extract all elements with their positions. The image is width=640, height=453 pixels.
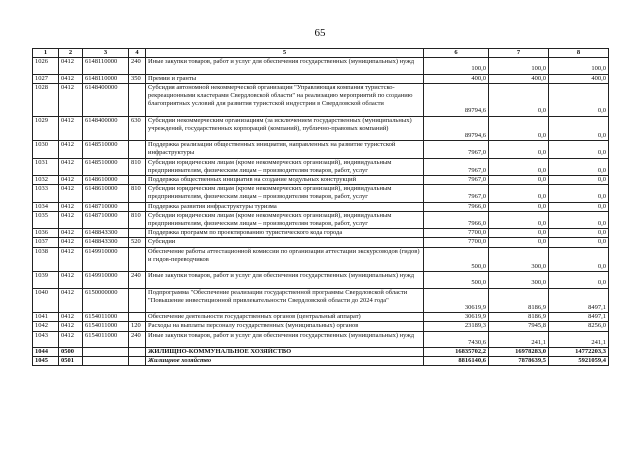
header-col-3: 3 bbox=[83, 49, 129, 58]
value-col-7: 0,0 bbox=[489, 185, 549, 202]
header-col-5: 5 bbox=[146, 49, 424, 58]
value-col-8: 400,0 bbox=[549, 74, 609, 83]
value-col-7: 0,0 bbox=[489, 238, 549, 247]
table-row bbox=[33, 58, 609, 74]
value-col-8: 0,0 bbox=[549, 247, 609, 272]
row-number: 1038 bbox=[33, 247, 59, 272]
target-code: 6154011000 bbox=[83, 331, 129, 347]
expense-type-code bbox=[129, 313, 146, 322]
target-code: 6148110000 bbox=[83, 58, 129, 74]
header-col-6: 6 bbox=[424, 49, 489, 58]
table-row bbox=[33, 176, 609, 185]
expense-type-code: 240 bbox=[129, 331, 146, 347]
row-name: Иные закупки товаров, работ и услуг для обеспечения государственных (муниципальных) нужд bbox=[146, 58, 424, 74]
target-code bbox=[83, 348, 129, 357]
value-col-7: 0,0 bbox=[489, 176, 549, 185]
value-col-6: 30619,9 bbox=[424, 288, 489, 313]
row-number: 1043 bbox=[33, 331, 59, 347]
target-code: 6148610000 bbox=[83, 176, 129, 185]
target-code: 6148710000 bbox=[83, 211, 129, 228]
value-col-8: 8256,0 bbox=[549, 322, 609, 331]
section-code: 0412 bbox=[59, 313, 83, 322]
target-code: 6148400000 bbox=[83, 116, 129, 141]
target-code: 6148510000 bbox=[83, 141, 129, 158]
row-number: 1039 bbox=[33, 272, 59, 288]
value-col-7: 0,0 bbox=[489, 158, 549, 175]
expense-type-code: 630 bbox=[129, 116, 146, 141]
section-code: 0412 bbox=[59, 211, 83, 228]
expense-type-code: 520 bbox=[129, 238, 146, 247]
row-number: 1036 bbox=[33, 229, 59, 238]
section-code: 0412 bbox=[59, 238, 83, 247]
value-col-8: 0,0 bbox=[549, 272, 609, 288]
value-col-8: 0,0 bbox=[549, 176, 609, 185]
section-code: 0412 bbox=[59, 322, 83, 331]
row-name: Обеспечение работы аттестационной комиссии по организации аттестации экскурсоводов (гидов) и гидов-переводчиков bbox=[146, 247, 424, 272]
row-name: Подпрограмма "Обеспечение реализации государственной программы Свердловской области "Повышение инвестиционной привлекательности Свердловской области до 2024 года" bbox=[146, 288, 424, 313]
expense-type-code bbox=[129, 176, 146, 185]
value-col-6: 7967,0 bbox=[424, 158, 489, 175]
header-row bbox=[33, 49, 609, 58]
table-row bbox=[33, 313, 609, 322]
row-name: Иные закупки товаров, работ и услуг для обеспечения государственных (муниципальных) нужд bbox=[146, 272, 424, 288]
section-code: 0412 bbox=[59, 116, 83, 141]
row-name: Жилищное хозяйство bbox=[146, 357, 424, 366]
expense-type-code: 810 bbox=[129, 158, 146, 175]
value-col-8: 0,0 bbox=[549, 141, 609, 158]
header-col-1: 1 bbox=[33, 49, 59, 58]
target-code bbox=[83, 357, 129, 366]
value-col-8: 0,0 bbox=[549, 202, 609, 211]
target-code: 614884З300 bbox=[83, 229, 129, 238]
value-col-7: 0,0 bbox=[489, 202, 549, 211]
row-number: 1030 bbox=[33, 141, 59, 158]
value-col-6: 89794,6 bbox=[424, 83, 489, 116]
expense-type-code bbox=[129, 357, 146, 366]
value-col-7: 7878639,5 bbox=[489, 357, 549, 366]
value-col-7: 0,0 bbox=[489, 116, 549, 141]
row-name: Поддержка развития инфраструктуры туризма bbox=[146, 202, 424, 211]
section-code: 0412 bbox=[59, 288, 83, 313]
value-col-8: 0,0 bbox=[549, 116, 609, 141]
row-number: 1041 bbox=[33, 313, 59, 322]
row-number: 1044 bbox=[33, 348, 59, 357]
value-col-7: 0,0 bbox=[489, 229, 549, 238]
row-number: 1029 bbox=[33, 116, 59, 141]
value-col-8: 241,1 bbox=[549, 331, 609, 347]
expense-type-code bbox=[129, 202, 146, 211]
target-code: 6148400000 bbox=[83, 83, 129, 116]
expense-type-code: 810 bbox=[129, 211, 146, 228]
value-col-6: 23189,3 bbox=[424, 322, 489, 331]
value-col-7: 241,1 bbox=[489, 331, 549, 347]
section-code: 0412 bbox=[59, 83, 83, 116]
table-row bbox=[33, 229, 609, 238]
table-row bbox=[33, 331, 609, 347]
value-col-8: 14772203,3 bbox=[549, 348, 609, 357]
table-row bbox=[33, 185, 609, 202]
value-col-7: 300,0 bbox=[489, 247, 549, 272]
value-col-6: 7700,0 bbox=[424, 229, 489, 238]
table-row bbox=[33, 74, 609, 83]
value-col-7: 16978283,0 bbox=[489, 348, 549, 357]
section-code: 0412 bbox=[59, 176, 83, 185]
row-name: Субсидии юридическим лицам (кроме некоммерческих организаций), индивидуальным предпринимателям, физическим лицам – производителям товаров, работ, услуг bbox=[146, 185, 424, 202]
section-code: 0412 bbox=[59, 58, 83, 74]
value-col-8: 0,0 bbox=[549, 83, 609, 116]
value-col-8: 5921059,4 bbox=[549, 357, 609, 366]
page-number: 65 bbox=[314, 27, 326, 39]
table-row bbox=[33, 116, 609, 141]
header-col-4: 4 bbox=[129, 49, 146, 58]
value-col-7: 0,0 bbox=[489, 141, 549, 158]
expense-type-code bbox=[129, 83, 146, 116]
table-row bbox=[33, 322, 609, 331]
table-row bbox=[33, 247, 609, 272]
row-name: ЖИЛИЩНО-КОММУНАЛЬНОЕ ХОЗЯЙСТВО bbox=[146, 348, 424, 357]
section-code: 0501 bbox=[59, 357, 83, 366]
target-code: 6148510000 bbox=[83, 158, 129, 175]
value-col-6: 100,0 bbox=[424, 58, 489, 74]
budget-table bbox=[32, 48, 609, 366]
value-col-8: 0,0 bbox=[549, 185, 609, 202]
value-col-7: 100,0 bbox=[489, 58, 549, 74]
value-col-8: 0,0 bbox=[549, 229, 609, 238]
value-col-6: 400,0 bbox=[424, 74, 489, 83]
section-code: 0412 bbox=[59, 141, 83, 158]
expense-type-code bbox=[129, 229, 146, 238]
expense-type-code bbox=[129, 141, 146, 158]
value-col-7: 7945,8 bbox=[489, 322, 549, 331]
table-row bbox=[33, 211, 609, 228]
value-col-8: 8497,1 bbox=[549, 313, 609, 322]
value-col-6: 7967,0 bbox=[424, 185, 489, 202]
row-number: 1034 bbox=[33, 202, 59, 211]
target-code: 6149910000 bbox=[83, 247, 129, 272]
value-col-6: 7430,6 bbox=[424, 331, 489, 347]
value-col-6: 7966,0 bbox=[424, 202, 489, 211]
expense-type-code: 120 bbox=[129, 322, 146, 331]
target-code: 6150000000 bbox=[83, 288, 129, 313]
header-col-8: 8 bbox=[549, 49, 609, 58]
section-code: 0500 bbox=[59, 348, 83, 357]
target-code: 614884З300 bbox=[83, 238, 129, 247]
section-code: 0412 bbox=[59, 272, 83, 288]
row-name: Субсидии юридическим лицам (кроме некоммерческих организаций), индивидуальным предпринимателям, физическим лицам – производителям товаров, работ, услуг bbox=[146, 158, 424, 175]
row-number: 1045 bbox=[33, 357, 59, 366]
value-col-7: 8186,9 bbox=[489, 288, 549, 313]
row-name: Субсидия автономной некоммерческой организации "Управляющая компания туристско-рекреационными кластерами Свердловской области" на реализацию мероприятий по созданию благоприятных условий для развития туристской индустрии в Свердловской области bbox=[146, 83, 424, 116]
target-code: 6148710000 bbox=[83, 202, 129, 211]
section-code: 0412 bbox=[59, 158, 83, 175]
table-row bbox=[33, 357, 609, 366]
row-name: Субсидии юридическим лицам (кроме некоммерческих организаций), индивидуальным предпринимателям, физическим лицам – производителям товаров, работ, услуг bbox=[146, 211, 424, 228]
value-col-7: 0,0 bbox=[489, 211, 549, 228]
table-row bbox=[33, 272, 609, 288]
target-code: 6148610000 bbox=[83, 185, 129, 202]
value-col-6: 30619,9 bbox=[424, 313, 489, 322]
table-row bbox=[33, 202, 609, 211]
row-name: Субсидии bbox=[146, 238, 424, 247]
value-col-6: 89794,6 bbox=[424, 116, 489, 141]
expense-type-code bbox=[129, 288, 146, 313]
row-name: Расходы на выплаты персоналу государственных (муниципальных) органов bbox=[146, 322, 424, 331]
header-col-7: 7 bbox=[489, 49, 549, 58]
row-name: Иные закупки товаров, работ и услуг для обеспечения государственных (муниципальных) нужд bbox=[146, 331, 424, 347]
table-body bbox=[33, 58, 609, 366]
value-col-7: 400,0 bbox=[489, 74, 549, 83]
row-number: 1040 bbox=[33, 288, 59, 313]
value-col-6: 7700,0 bbox=[424, 238, 489, 247]
section-code: 0412 bbox=[59, 74, 83, 83]
row-number: 1027 bbox=[33, 74, 59, 83]
row-name: Премии и гранты bbox=[146, 74, 424, 83]
value-col-8: 100,0 bbox=[549, 58, 609, 74]
expense-type-code: 240 bbox=[129, 272, 146, 288]
value-col-6: 7967,0 bbox=[424, 141, 489, 158]
row-name: Поддержка программ по проектированию туристического кода города bbox=[146, 229, 424, 238]
header-col-2: 2 bbox=[59, 49, 83, 58]
row-name: Обеспечение деятельности государственных органов (центральный аппарат) bbox=[146, 313, 424, 322]
row-number: 1031 bbox=[33, 158, 59, 175]
value-col-7: 0,0 bbox=[489, 83, 549, 116]
value-col-8: 0,0 bbox=[549, 211, 609, 228]
row-number: 1026 bbox=[33, 58, 59, 74]
expense-type-code: 350 bbox=[129, 74, 146, 83]
section-code: 0412 bbox=[59, 331, 83, 347]
target-code: 6149910000 bbox=[83, 272, 129, 288]
row-name: Поддержка общественных инициатив на создание модульных конструкций bbox=[146, 176, 424, 185]
table-row bbox=[33, 141, 609, 158]
section-code: 0412 bbox=[59, 202, 83, 211]
value-col-6: 8816140,6 bbox=[424, 357, 489, 366]
row-number: 1033 bbox=[33, 185, 59, 202]
table-row bbox=[33, 348, 609, 357]
value-col-8: 0,0 bbox=[549, 238, 609, 247]
table-row bbox=[33, 83, 609, 116]
value-col-8: 0,0 bbox=[549, 158, 609, 175]
value-col-6: 7967,0 bbox=[424, 176, 489, 185]
row-number: 1042 bbox=[33, 322, 59, 331]
table-row bbox=[33, 158, 609, 175]
row-number: 1037 bbox=[33, 238, 59, 247]
value-col-6: 16835702,2 bbox=[424, 348, 489, 357]
row-number: 1035 bbox=[33, 211, 59, 228]
section-code: 0412 bbox=[59, 229, 83, 238]
value-col-6: 500,0 bbox=[424, 272, 489, 288]
row-name: Субсидии некоммерческим организациям (за исключением государственных (муниципальных) учреждений, государственных корпораций (компаний), публично-правовых компаний) bbox=[146, 116, 424, 141]
row-name: Поддержка реализации общественных инициатив, направленных на развитие туристской инфраструктуры bbox=[146, 141, 424, 158]
value-col-6: 7966,0 bbox=[424, 211, 489, 228]
section-code: 0412 bbox=[59, 185, 83, 202]
value-col-7: 8186,9 bbox=[489, 313, 549, 322]
target-code: 6154011000 bbox=[83, 313, 129, 322]
target-code: 6148110000 bbox=[83, 74, 129, 83]
section-code: 0412 bbox=[59, 247, 83, 272]
value-col-7: 300,0 bbox=[489, 272, 549, 288]
target-code: 6154011000 bbox=[83, 322, 129, 331]
row-number: 1032 bbox=[33, 176, 59, 185]
table-row bbox=[33, 288, 609, 313]
expense-type-code bbox=[129, 247, 146, 272]
value-col-8: 8497,1 bbox=[549, 288, 609, 313]
value-col-6: 500,0 bbox=[424, 247, 489, 272]
expense-type-code bbox=[129, 348, 146, 357]
row-number: 1028 bbox=[33, 83, 59, 116]
table-row bbox=[33, 238, 609, 247]
expense-type-code: 810 bbox=[129, 185, 146, 202]
expense-type-code: 240 bbox=[129, 58, 146, 74]
